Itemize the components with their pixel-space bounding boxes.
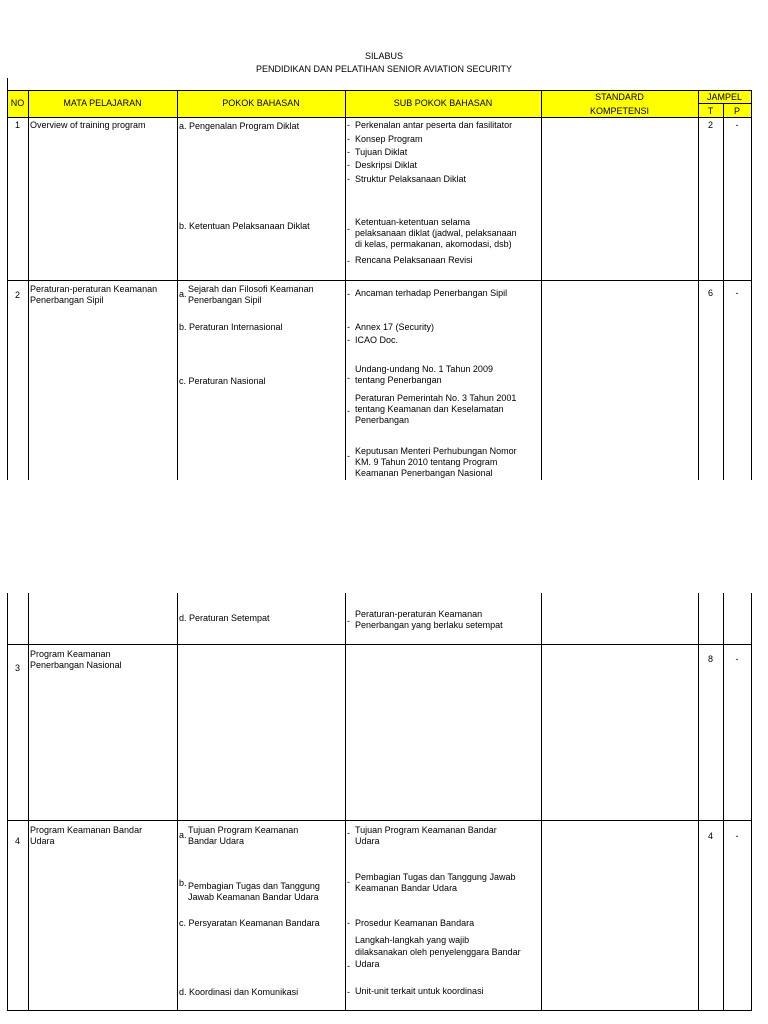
sub-pokok-item: Peraturan Pemerintah No. 3 Tahun 2001 — [355, 393, 517, 403]
dash: - — [347, 987, 350, 997]
header-kompetensi: KOMPETENSI — [589, 106, 649, 116]
pokok-bahasan-item: d. Peraturan Setempat — [179, 613, 270, 623]
row-jampel-t: 6 — [707, 288, 713, 298]
row-mata-pelajaran: Overview of training program — [30, 120, 146, 130]
dash: - — [347, 406, 350, 416]
pokok-label: a. — [179, 830, 187, 840]
header-pokok-bahasan: POKOK BAHASAN — [222, 98, 300, 108]
sub-pokok-item: Tujuan Program Keamanan Bandar — [355, 825, 497, 835]
dash: - — [347, 322, 350, 332]
row-no: 4 — [14, 836, 20, 846]
dash: - — [347, 451, 350, 461]
sub-pokok-item: KM. 9 Tahun 2010 tentang Program — [355, 457, 498, 467]
sub-pokok-item: di kelas, permakanan, akomodasi, dsb) — [355, 239, 512, 249]
sub-pokok-item: Ancaman terhadap Penerbangan Sipil — [355, 288, 508, 298]
pokok-bahasan-item: Tujuan Program Keamanan — [188, 825, 299, 835]
row-mata-pelajaran: Udara — [30, 836, 55, 846]
sub-pokok-item: Peraturan-peraturan Keamanan — [355, 609, 483, 619]
sub-pokok-item: tentang Penerbangan — [355, 375, 442, 385]
sub-pokok-item: Keamanan Bandar Udara — [355, 883, 458, 893]
dash: - — [347, 335, 350, 345]
row-jampel-t: 8 — [707, 654, 713, 664]
document-subtitle: PENDIDIKAN DAN PELATIHAN SENIOR AVIATION SECURITY — [255, 64, 513, 74]
sub-pokok-item: Undang-undang No. 1 Tahun 2009 — [355, 364, 493, 374]
row-jampel-p: - — [735, 831, 739, 841]
pokok-label: b. — [179, 878, 187, 888]
dash: - — [347, 224, 350, 234]
sub-pokok-item: Udara — [355, 836, 380, 846]
sub-pokok-item: Struktur Pelaksanaan Diklat — [355, 174, 467, 184]
sub-pokok-item: Udara — [355, 959, 380, 969]
sub-pokok-item: Deskripsi Diklat — [355, 160, 418, 170]
row-mata-pelajaran: Program Keamanan Bandar — [30, 825, 143, 835]
sub-pokok-item: Keputusan Menteri Perhubungan Nomor — [355, 446, 517, 456]
sub-pokok-item: Perkenalan antar peserta dan fasilitator — [355, 120, 513, 130]
row-jampel-t: 4 — [707, 831, 713, 841]
sub-pokok-item: tentang Keamanan dan Keselamatan — [355, 404, 504, 414]
sub-pokok-item: Penerbangan — [355, 415, 410, 425]
sub-pokok-item: pelaksanaan diklat (jadwal, pelaksanaan — [355, 228, 517, 238]
dash: - — [347, 877, 350, 887]
pokok-bahasan-item: c. Peraturan Nasional — [179, 376, 266, 386]
pokok-bahasan-item: a. Pengenalan Program Diklat — [179, 121, 300, 131]
row-mata-pelajaran: Program Keamanan — [30, 649, 111, 659]
dash: - — [347, 174, 350, 184]
sub-pokok-item: Unit-unit terkait untuk koordinasi — [355, 986, 484, 996]
dash: - — [347, 373, 350, 383]
header-sub-pokok-bahasan: SUB POKOK BAHASAN — [393, 98, 493, 108]
sub-pokok-item: Pembagian Tugas dan Tanggung Jawab — [355, 872, 516, 882]
header-no: NO — [10, 98, 25, 108]
sub-pokok-item: Tujuan Diklat — [355, 147, 408, 157]
sub-pokok-item: ICAO Doc. — [355, 335, 399, 345]
dash: - — [347, 147, 350, 157]
pokok-bahasan-item: Sejarah dan Filosofi Keamanan — [188, 284, 314, 294]
dash: - — [347, 828, 350, 838]
sub-pokok-item: Ketentuan-ketentuan selama — [355, 217, 471, 227]
row-no: 3 — [14, 663, 20, 673]
dash: - — [347, 134, 350, 144]
header-t: T — [707, 106, 714, 116]
row-no: 2 — [14, 290, 20, 300]
pokok-bahasan-item: c. Persyaratan Keamanan Bandara — [179, 918, 320, 928]
pokok-bahasan-item: Jawab Keamanan Bandar Udara — [188, 892, 319, 902]
pokok-bahasan-item: b. Peraturan Internasional — [179, 322, 283, 332]
pokok-bahasan-item: b. Ketentuan Pelaksanaan Diklat — [179, 221, 310, 231]
pokok-bahasan-item: Bandar Udara — [188, 836, 245, 846]
header-mata-pelajaran: MATA PELAJARAN — [63, 98, 142, 108]
sub-pokok-item: Langkah-langkah yang wajib — [355, 935, 470, 945]
pokok-bahasan-item: d. Koordinasi dan Komunikasi — [179, 987, 299, 997]
sub-pokok-item: Annex 17 (Security) — [355, 322, 435, 332]
dash: - — [347, 256, 350, 266]
row-mata-pelajaran: Peraturan-peraturan Keamanan — [30, 284, 158, 294]
dash: - — [347, 120, 350, 130]
document-title: SILABUS — [364, 51, 404, 61]
row-jampel-p: - — [735, 654, 739, 664]
row-mata-pelajaran: Penerbangan Nasional — [30, 660, 122, 670]
row-no: 1 — [14, 120, 20, 130]
row-mata-pelajaran: Penerbangan Sipil — [30, 295, 104, 305]
header-p: P — [733, 106, 740, 116]
dash: - — [347, 918, 350, 928]
dash: - — [347, 160, 350, 170]
sub-pokok-item: Penerbangan yang berlaku setempat — [355, 620, 503, 630]
dash: - — [347, 961, 350, 971]
pokok-label: a. — [179, 289, 187, 299]
row-jampel-t: 2 — [707, 120, 713, 130]
pokok-bahasan-item: Pembagian Tugas dan Tanggung — [188, 881, 320, 891]
sub-pokok-item: Konsep Program — [355, 134, 423, 144]
row-jampel-p: - — [735, 120, 739, 130]
dash: - — [347, 289, 350, 299]
header-standard: STANDARD — [595, 92, 644, 102]
header-jampel: JAMPEL — [706, 92, 742, 102]
sub-pokok-item: Prosedur Keamanan Bandara — [355, 918, 475, 928]
sub-pokok-item: Keamanan Penerbangan Nasional — [355, 468, 493, 478]
dash: - — [347, 616, 350, 626]
sub-pokok-item: dilaksanakan oleh penyelenggara Bandar — [355, 947, 521, 957]
row-jampel-p: - — [735, 288, 739, 298]
sub-pokok-item: Rencana Pelaksanaan Revisi — [355, 255, 473, 265]
pokok-bahasan-item: Penerbangan Sipil — [188, 295, 262, 305]
